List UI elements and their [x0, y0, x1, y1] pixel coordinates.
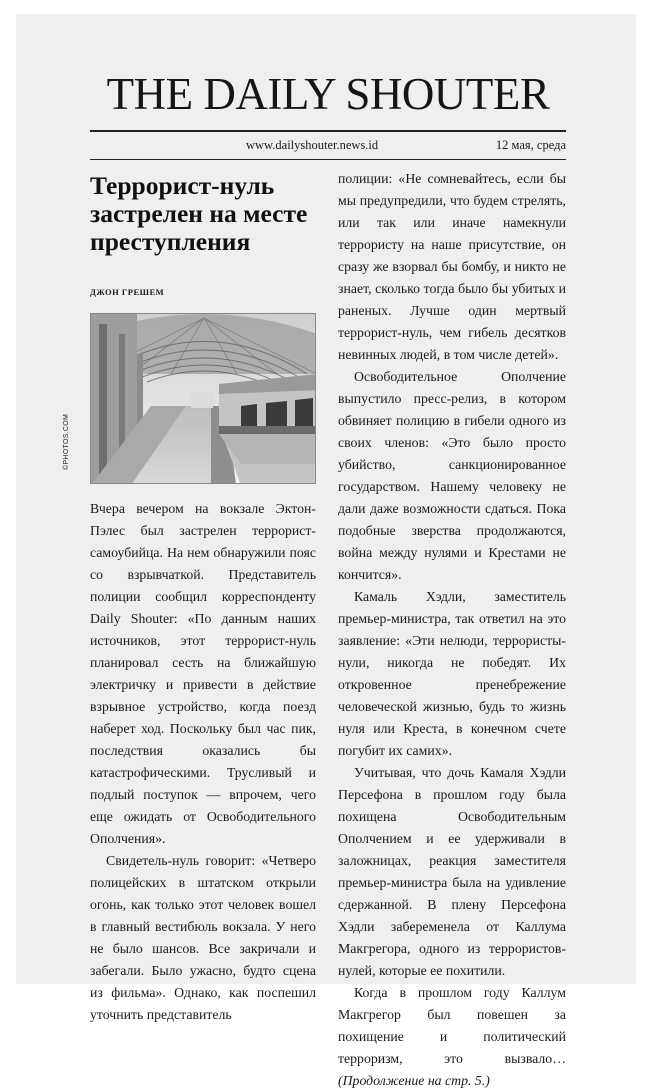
masthead-rule-bottom: [90, 159, 566, 160]
byline: ДЖОН ГРЕШЕМ: [90, 287, 165, 297]
article-paragraph: полиции: «Не сомневайтесь, если бы мы предупредили, что будем стрелять, или так или иначе намекнули террористу на наше присутствие, он сразу же взорвал бы бомбу, и никто не знает, сколько тогда было бы убитых и раненых. Лучше один мертвый террорист-нуль, чем гибель десятков невинных людей, в том числе детей».: [338, 171, 566, 362]
article-column-right: [338, 168, 566, 1092]
article-paragraph: Свидетель-нуль говорит: «Четверо полицейских в штатском открыли огонь, как только этот человек вошел в главный вестибюль вокзала. У него не было шансов. Все закричали и забегали. Было ужасно, будто сцена из фильма». Однако, как поспешил уточнить представитель: [90, 853, 316, 1022]
station-photo: [90, 313, 316, 484]
article-paragraph-last: [338, 982, 566, 1092]
headline: Террорист-нуль застрелен на месте преступления: [90, 171, 308, 256]
train-station-image: [91, 314, 316, 484]
article-text: Когда в прошлом году Каллум Макгрегор был повешен за похищение и политический терроризм, это вызвало…: [338, 985, 566, 1066]
article-column-left: [90, 498, 316, 1026]
photo-credit: ©PHOTOS.COM: [63, 413, 70, 470]
issue-date: 12 мая, среда: [495, 138, 566, 152]
article-paragraph: Освободительное Ополчение выпустило пресс-релиз, в котором обвиняет полицию в гибели одного из своих членов: «Это было просто убийство, санкционированное государством. Нашему человеку не дали даже возможности сдаться. Пока подобные зверства продолжаются, война между нулями и Крестами не кончится».: [338, 369, 566, 582]
website-url: www.dailyshouter.news.id: [246, 138, 379, 152]
masthead: THE DAILY SHOUTER: [106, 69, 550, 119]
article-paragraph: Учитывая, что дочь Камаля Хэдли Персефона в прошлом году была похищена Освободительным Ополчением и ее удерживали в заложницах, реакция заместителя премьер-министра была на удивление сдержанной. В плену Персефона Хэдли забеременела от Каллума Макгрегора, одного из террористов-нулей, которые ее похитили.: [338, 765, 566, 978]
article-paragraph: Вчера вечером на вокзале Эктон-Пэлес был застрелен террорист-самоубийца. На нем обнаружили пояс со взрывчаткой. Представитель полиции сообщил корреспонденту Daily Shouter: «По данным наших источников, этот террорист-нуль планировал сесть на ближайшую электричку и привести в действие взрывное устройство, когда поезд наберет ход. Поскольку был час пик, последствия оказались бы катастрофическими. Трусливый и подлый поступок — впрочем, чего еще ожидать от Освободительного Ополчения».: [90, 501, 316, 846]
continued-note: (Продолжение на стр. 5.): [338, 1073, 490, 1088]
article-paragraph: Камаль Хэдли, заместитель премьер-министра, так ответил на это заявление: «Эти нелюди, террористы-нули, никогда не победят. Их откровенное пренебрежение человеческой жизнью, будь то жизнь нуля или Креста, в конечном счете погубит их самих».: [338, 589, 566, 758]
masthead-rule-top: [90, 130, 566, 132]
